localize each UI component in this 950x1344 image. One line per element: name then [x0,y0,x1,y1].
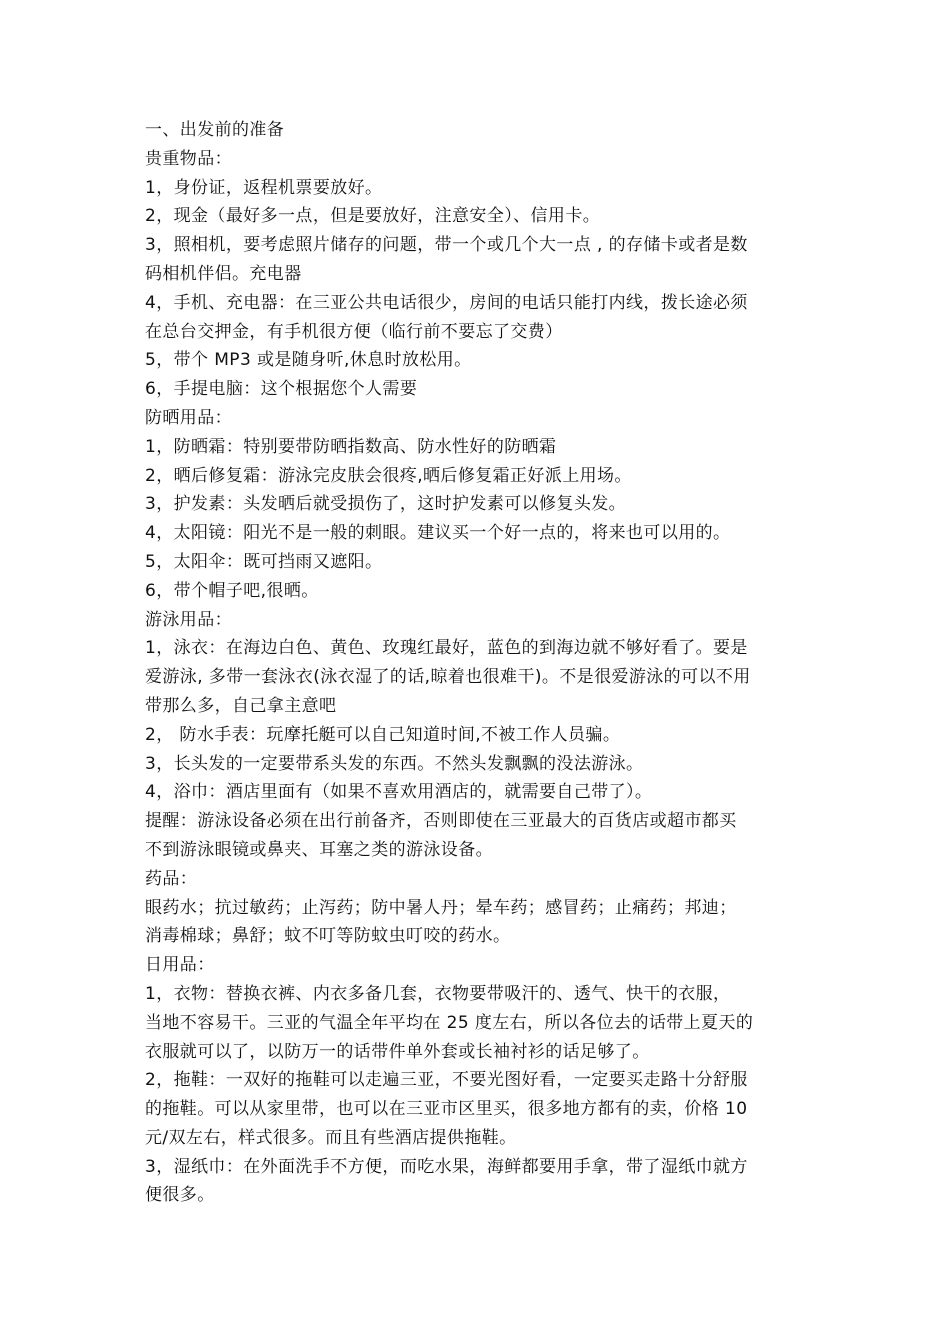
text-line: 2，拖鞋：一双好的拖鞋可以走遍三亚，不要光图好看，一定要买走路十分舒服 [145,1070,748,1091]
document-body [145,116,813,1210]
text-line: 2，现金（最好多一点，但是要放好，注意安全）、信用卡。 [145,206,601,227]
text-line: 带那么多，自己拿主意吧 [145,695,337,716]
category-heading-daily-items: 日用品： [145,955,215,976]
text-line: 眼药水；抗过敏药；止泻药；防中暑人丹；晕车药；感冒药；止痛药；邦迪； [145,897,737,918]
text-line: 4，太阳镜：阳光不是一般的刺眼。建议买一个好一点的，将来也可以用的。 [145,523,731,544]
text-line: 的拖鞋。可以从家里带，也可以在三亚市区里买，很多地方都有的卖，价格 10 [145,1099,748,1120]
text-line: 1，防晒霜：特别要带防晒指数高、防水性好的防晒霜 [145,436,557,457]
category-heading-sun-protection: 防晒用品： [145,407,232,428]
reminder-text: 不到游泳眼镜或鼻夹、耳塞之类的游泳设备。 [145,839,493,860]
text-line: 衣服就可以了，以防万一的话带件单外套或长袖衬衫的话足够了。 [145,1041,650,1062]
text-line: 元/双左右，样式很多。而且有些酒店提供拖鞋。 [145,1127,517,1148]
text-line: 5，太阳伞：既可挡雨又遮阳。 [145,551,383,572]
text-line: 3，照相机，要考虑照片储存的问题，带一个或几个大一点 , 的存储卡或者是数 [145,235,748,256]
text-line: 6，带个帽子吧,很晒。 [145,580,319,601]
text-line: 4，手机、充电器：在三亚公共电话很少，房间的电话只能打内线，拨长途必须 [145,292,748,313]
text-line: 3，护发素：头发晒后就受损伤了，这时护发素可以修复头发。 [145,494,627,515]
text-line: 5，带个 MP3 或是随身听,休息时放松用。 [145,350,472,371]
text-line: 码相机伴侣。充电器 [145,263,302,284]
text-line: 爱游泳, 多带一套泳衣(泳衣湿了的话,晾着也很难干)。不是很爱游泳的可以不用 [145,667,751,688]
category-heading-swimming: 游泳用品： [145,609,232,630]
text-line: 在总台交押金，有手机很方便（临行前不要忘了交费） [145,321,563,342]
category-heading-valuables: 贵重物品： [145,148,232,169]
text-line: 1，身份证，返程机票要放好。 [145,177,383,198]
text-line: 3，长头发的一定要带系头发的东西。不然头发飘飘的没法游泳。 [145,753,644,774]
text-line: 2，晒后修复霜：游泳完皮肤会很疼,晒后修复霜正好派上用场。 [145,465,632,486]
text-line: 便很多。 [145,1185,215,1206]
category-heading-medicine: 药品： [145,868,198,889]
reminder-text: 提醒：游泳设备必须在出行前备齐，否则即使在三亚最大的百货店或超市都买 [145,811,737,832]
text-line: 4，浴巾：酒店里面有（如果不喜欢用酒店的，就需要自己带了）。 [145,782,653,803]
text-line: 1，衣物：替换衣裤、内衣多备几套，衣物要带吸汗的、透气、快干的衣服， [145,983,731,1004]
text-line: 当地不容易干。三亚的气温全年平均在 25 度左右，所以各位去的话带上夏天的 [145,1012,754,1033]
text-line: 2， 防水手表：玩摩托艇可以自己知道时间,不被工作人员骗。 [145,724,621,745]
text-line: 3，湿纸巾：在外面洗手不方便，而吃水果，海鲜都要用手拿，带了湿纸巾就方 [145,1156,748,1177]
text-line: 6，手提电脑：这个根据您个人需要 [145,379,418,400]
text-line: 消毒棉球；鼻舒；蚊不叮等防蚊虫叮咬的药水。 [145,926,511,947]
section-heading: 一、出发前的准备 [145,120,285,140]
text-line: 1，泳衣：在海边白色、黄色、玫瑰红最好，蓝色的到海边就不够好看了。要是 [145,638,748,659]
